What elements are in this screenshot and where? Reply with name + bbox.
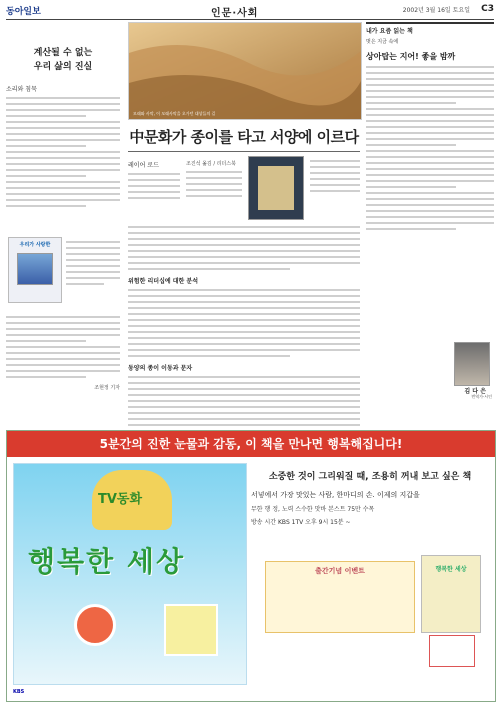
ad-book-cover	[421, 555, 481, 633]
ad-tv-title: TV동화	[98, 492, 143, 507]
writer-name: 김 다 은	[464, 388, 486, 395]
book-author: 레이어 로드	[128, 162, 159, 169]
middle-column-article	[128, 22, 360, 426]
ad-stamp	[429, 635, 475, 667]
right-headline: 상아탑는 지어! 좋을 밤까	[366, 52, 456, 61]
left-body-text	[6, 97, 120, 207]
ad-big-title: 행복한 세상	[28, 545, 185, 578]
ad-footer	[13, 686, 489, 698]
bookad-cover-image	[17, 253, 53, 285]
middle-subhead-2: 동양의 종이 이동과 문자	[128, 365, 193, 372]
desert-dunes-image	[129, 23, 361, 119]
right-column-article	[366, 22, 494, 426]
right-book-tag: 벗은 지금 속에	[366, 39, 399, 45]
middle-body-text	[128, 226, 360, 438]
book-cover-image	[248, 156, 304, 220]
ad-line-1: 서넣에서 가장 맛있는 사람, 한마디의 손. 이제의 지갑을	[251, 491, 420, 499]
ad-banner: 5분간의 진한 눈물과 감동, 이 책을 만나면 행복해집니다!	[7, 431, 495, 457]
book-publisher: 조진석 옮김 / 리더스북	[186, 161, 236, 167]
kbs-logo: KBS	[13, 689, 25, 695]
issue-date: 2002년 3월 16일 토요일	[402, 7, 470, 14]
writer-portrait	[454, 342, 490, 386]
ad-clock-icon	[74, 604, 116, 646]
ad-line-2: 무한 행 정, 노력 스수한 맛바 본스트 75만 수목	[251, 506, 375, 513]
advertisement[interactable]	[6, 430, 496, 702]
left-article-title	[6, 46, 120, 74]
ad-illustration	[164, 604, 218, 656]
writer-role: 번역가·시인	[471, 394, 492, 399]
left-credit: 조현정 기자	[94, 385, 120, 391]
right-column-label: 내가 요즘 읽는 책	[366, 28, 413, 35]
left-book-ad	[8, 237, 62, 303]
ad-left-visual	[13, 463, 247, 685]
ad-event-box	[265, 561, 415, 633]
left-column-article	[6, 22, 120, 426]
page-number: C3	[481, 4, 494, 14]
ad-headline: 소중한 것이 그리워질 때, 조용히 꺼내 보고 싶은 책	[268, 472, 472, 482]
left-body-text-3	[6, 312, 120, 391]
ad-book-title: 행복한 세상	[435, 566, 467, 573]
main-headline: 中문화가 종이를 타고 서양에 이르다	[129, 128, 359, 146]
header-rule	[6, 19, 494, 20]
bookad-title: 우리가 사랑한	[19, 242, 51, 248]
middle-subhead: 위험한 리더십에 대한 분석	[128, 278, 199, 285]
left-title-line2: 우리 삶의 진실	[33, 62, 93, 72]
section-title: 인문·사회	[211, 8, 259, 19]
photo-caption: 모래와 사막, 이 모래사막을 오가던 대상들의 길	[133, 111, 216, 116]
left-book-title: 소리와 침묵	[6, 86, 37, 93]
left-body-text-2	[66, 237, 120, 289]
ad-line-3: 방송 시간 KBS 1TV 오후 9시 15분 ~	[251, 519, 351, 526]
ad-event-title: 출간기념 이벤트	[315, 567, 365, 575]
desert-photo	[128, 22, 362, 120]
page-header	[6, 4, 494, 18]
newspaper-logo: 동아일보	[6, 7, 41, 17]
ad-right-text	[251, 463, 489, 683]
left-title-line1: 계산될 수 없는	[33, 48, 93, 58]
right-body-text	[366, 66, 494, 230]
